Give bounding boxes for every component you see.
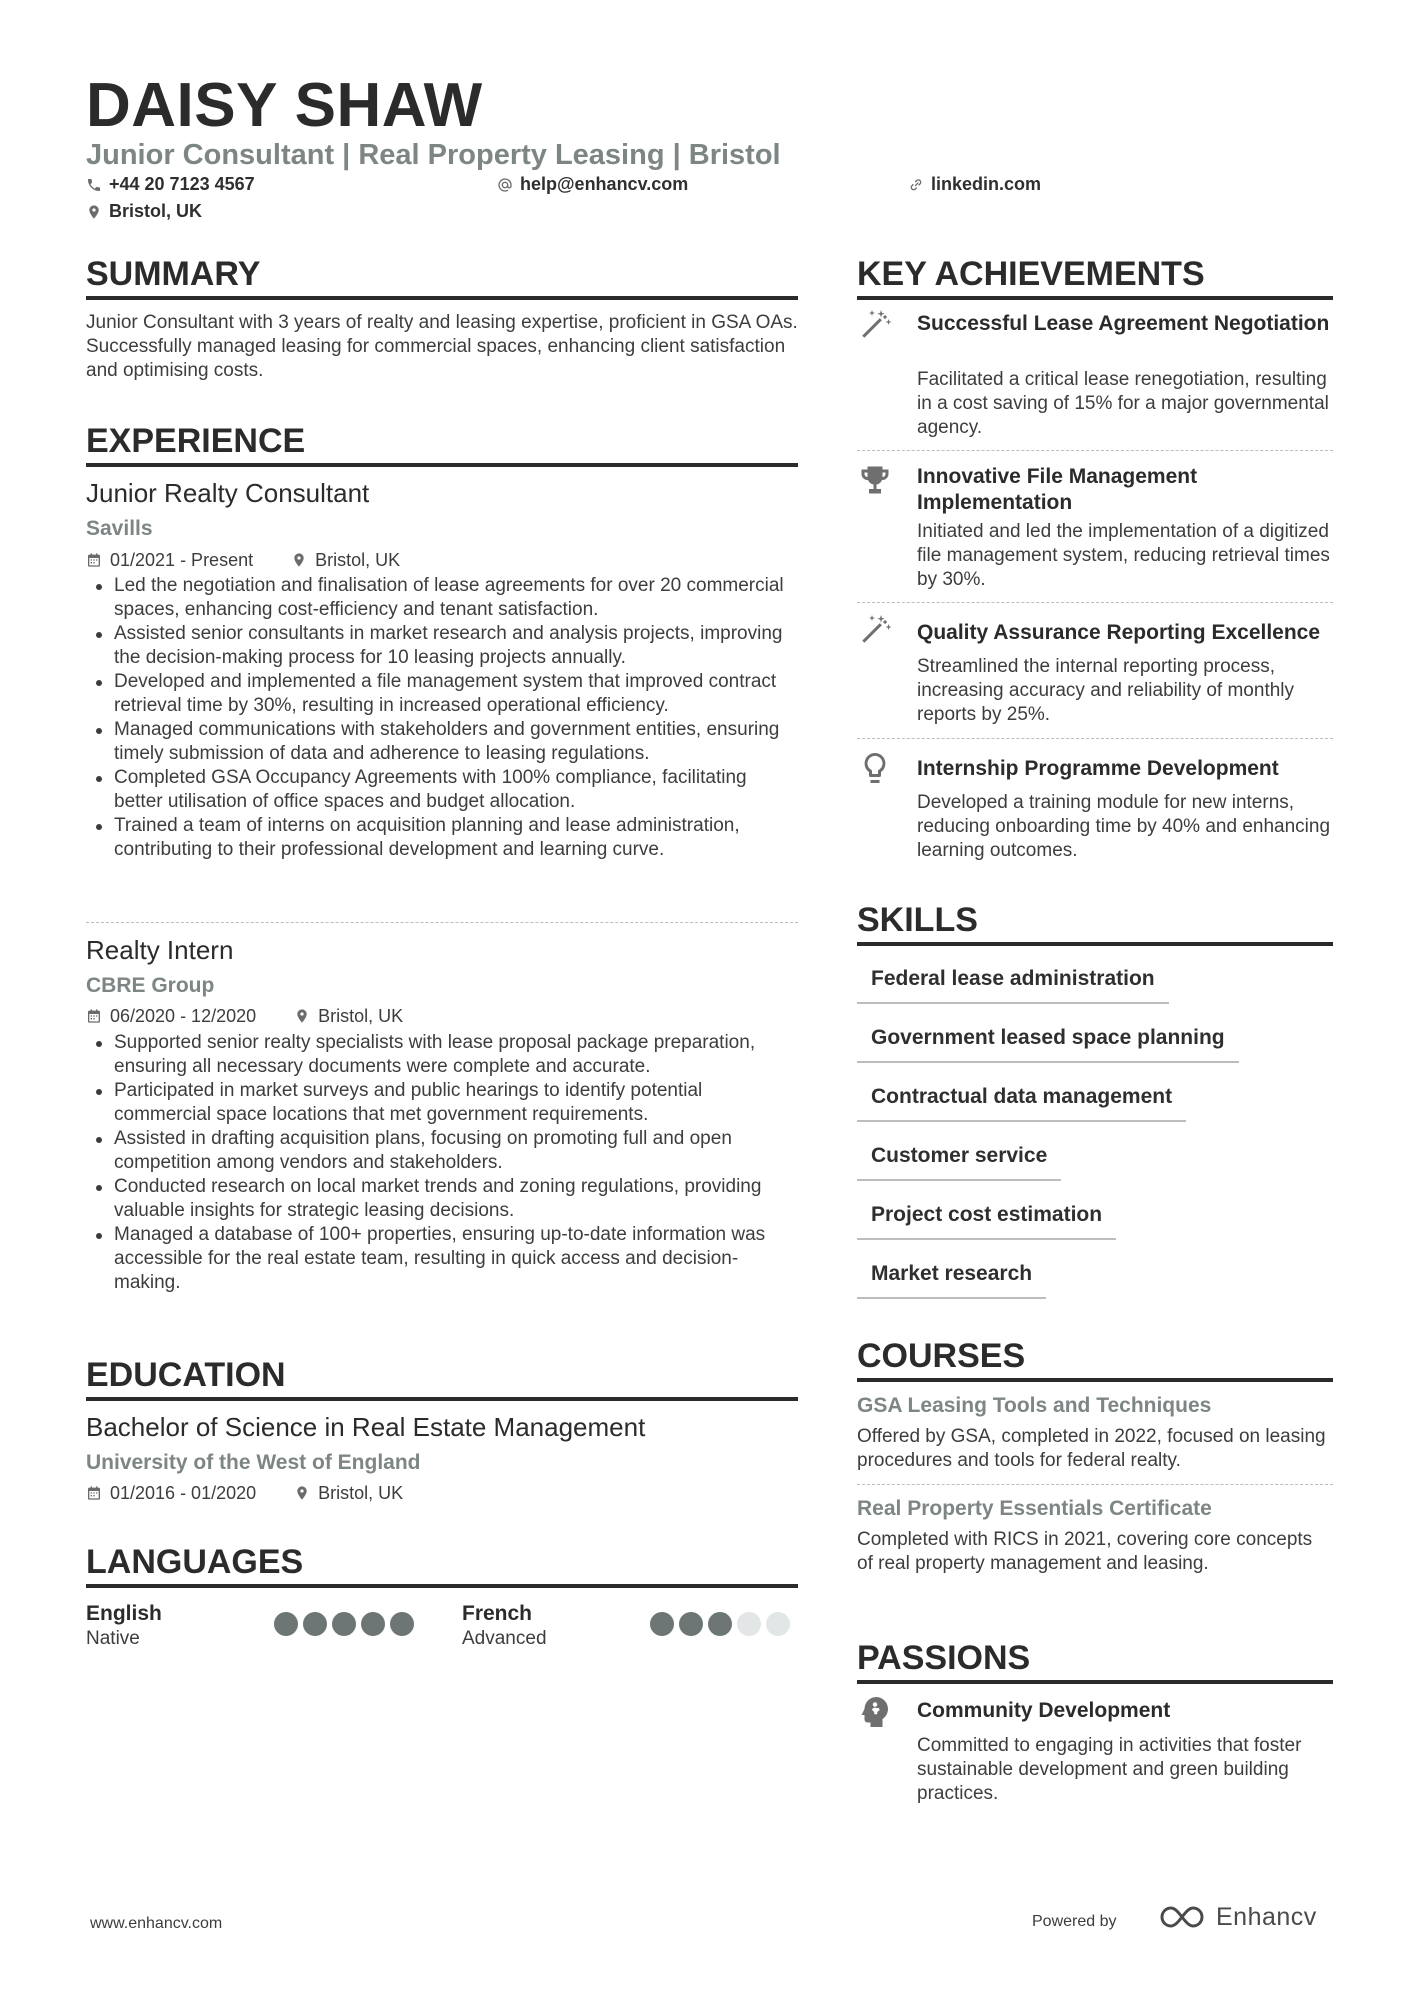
language-name: English — [86, 1602, 162, 1625]
job-title: Junior Realty Consultant — [86, 478, 370, 508]
language-level: Native — [86, 1628, 140, 1649]
bullet-item: Participated in market surveys and public hearings to identify potential commercial space locations that met government requirements. — [86, 1079, 798, 1127]
lightbulb-icon — [857, 750, 897, 790]
calendar-icon — [86, 1008, 102, 1024]
skill-tag: Contractual data management — [857, 1078, 1186, 1122]
phone-icon — [86, 177, 102, 193]
bullet-item: Assisted in drafting acquisition plans, focusing on promoting full and open competition among vendors and stakeholders. — [86, 1127, 798, 1175]
skill-tag: Project cost estimation — [857, 1196, 1116, 1240]
job-meta — [86, 1004, 798, 1028]
bullet-item: Completed GSA Occupancy Agreements with 100% compliance, facilitating better utilisation of office spaces and budget allocation. — [86, 766, 798, 814]
rating-dot-filled — [303, 1612, 327, 1636]
skills-heading: SKILLS — [857, 900, 1333, 946]
skill-tag: Federal lease administration — [857, 960, 1169, 1004]
trophy-icon — [857, 462, 897, 502]
experience-heading: EXPERIENCE — [86, 421, 798, 467]
education-heading: EDUCATION — [86, 1355, 798, 1401]
rating-dot-filled — [650, 1612, 674, 1636]
bullet-item: Trained a team of interns on acquisition planning and lease administration, contributing to their professional development and learning curve. — [86, 814, 798, 862]
brand-name: Enhancv — [1216, 1902, 1317, 1931]
skill-tag: Market research — [857, 1255, 1046, 1299]
education-location: Bristol, UK — [318, 1483, 404, 1503]
location-pin-icon — [294, 1008, 310, 1024]
school-name: University of the West of England — [86, 1451, 421, 1474]
achievement-title: Internship Programme Development — [917, 757, 1279, 780]
linkedin-text: linkedin.com — [931, 174, 1042, 194]
passion-description: Committed to engaging in activities that foster sustainable development and green building practices. — [917, 1735, 1302, 1804]
bullet-item: Managed communications with stakeholders and government entities, ensuring timely submission of data and adherence to leasing regulations. — [86, 718, 798, 766]
summary-text: Junior Consultant with 3 years of realty and leasing expertise, proficient in GSA OAs. Successfully managed leasing for commercial spaces, enhancing client satisfaction and optimising costs. — [86, 312, 798, 381]
course-title: GSA Leasing Tools and Techniques — [857, 1394, 1212, 1417]
job-location: Bristol, UK — [318, 1006, 404, 1026]
rating-dot-empty — [737, 1612, 761, 1636]
head-icon — [857, 1694, 897, 1734]
course-title: Real Property Essentials Certificate — [857, 1497, 1212, 1520]
rating-dot-filled — [274, 1612, 298, 1636]
course-description: Completed with RICS in 2021, covering core concepts of real property management and leasing. — [857, 1529, 1313, 1574]
skill-tag: Government leased space planning — [857, 1019, 1239, 1063]
language-rating — [274, 1612, 414, 1636]
calendar-icon — [86, 1485, 102, 1501]
rating-dot-filled — [679, 1612, 703, 1636]
bullet-item: Managed a database of 100+ properties, ensuring up-to-date information was accessible for the real estate team, resulting in quick access and decision-making. — [86, 1223, 798, 1295]
education-meta — [86, 1481, 798, 1505]
rating-dot-filled — [361, 1612, 385, 1636]
courses-heading: COURSES — [857, 1336, 1333, 1382]
skill-tag: Customer service — [857, 1137, 1061, 1181]
enhancv-logo-icon — [1158, 1902, 1206, 1932]
key-achievements-heading: KEY ACHIEVEMENTS — [857, 254, 1333, 300]
magic-wand-icon — [857, 307, 897, 347]
powered-by-label: Powered by — [1032, 1913, 1117, 1930]
achievement-description: Developed a training module for new interns, reducing onboarding time by 40% and enhancing learning outcomes. — [917, 792, 1331, 861]
divider — [857, 450, 1333, 451]
languages-heading: LANGUAGES — [86, 1542, 798, 1588]
achievement-description: Streamlined the internal reporting process, increasing accuracy and reliability of monthly reports by 25%. — [917, 656, 1295, 725]
job-bullets — [86, 1031, 798, 1295]
achievement-title: Innovative File Management Implementation — [917, 465, 1198, 514]
bullet-item: Led the negotiation and finalisation of lease agreements for over 20 commercial spaces, enhancing cost-efficiency and tenant satisfaction. — [86, 574, 798, 622]
course-description: Offered by GSA, completed in 2022, focused on leasing procedures and tools for federal realty. — [857, 1426, 1326, 1471]
candidate-name: DAISY SHAW — [86, 71, 483, 140]
passion-title: Community Development — [917, 1699, 1171, 1722]
rating-dot-filled — [390, 1612, 414, 1636]
rating-dot-filled — [332, 1612, 356, 1636]
job-location: Bristol, UK — [315, 550, 401, 570]
link-icon — [908, 177, 924, 193]
divider — [857, 602, 1333, 603]
achievement-description: Initiated and led the implementation of a digitized file management system, reducing retrieval times by 30%. — [917, 521, 1330, 590]
divider — [86, 922, 798, 923]
magic-wand-icon — [857, 612, 897, 652]
brand-logo[interactable] — [1158, 1902, 1317, 1932]
company-name: Savills — [86, 517, 153, 540]
location-pin-icon — [86, 204, 102, 220]
job-meta — [86, 548, 798, 572]
headline: Junior Consultant | Real Property Leasing | Bristol — [86, 139, 781, 171]
language-level: Advanced — [462, 1628, 547, 1649]
bullet-item: Supported senior realty specialists with lease proposal package preparation, ensuring all necessary documents were complete and accurate. — [86, 1031, 798, 1079]
job-bullets — [86, 574, 798, 862]
education-dates: 01/2016 - 01/2020 — [110, 1483, 257, 1503]
calendar-icon — [86, 552, 102, 568]
bullet-item: Conducted research on local market trends and zoning regulations, providing valuable insights for strategic leasing decisions. — [86, 1175, 798, 1223]
divider — [857, 1484, 1333, 1485]
achievement-title: Quality Assurance Reporting Excellence — [917, 621, 1321, 644]
contact-email[interactable] — [497, 174, 688, 195]
divider — [857, 738, 1333, 739]
contact-phone — [86, 174, 255, 195]
rating-dot-filled — [708, 1612, 732, 1636]
job-dates: 01/2021 - Present — [110, 550, 254, 570]
language-name: French — [462, 1602, 533, 1625]
summary-heading: SUMMARY — [86, 254, 798, 300]
degree: Bachelor of Science in Real Estate Management — [86, 1412, 646, 1442]
language-rating — [650, 1612, 790, 1636]
job-title: Realty Intern — [86, 935, 234, 965]
location-text: Bristol, UK — [109, 201, 203, 221]
contact-linkedin[interactable] — [908, 174, 1041, 195]
job-dates: 06/2020 - 12/2020 — [110, 1006, 257, 1026]
company-name: CBRE Group — [86, 974, 215, 997]
achievement-title: Successful Lease Agreement Negotiation — [917, 312, 1330, 335]
bullet-item: Assisted senior consultants in market research and analysis projects, improving the decision-making process for 10 leasing projects annually. — [86, 622, 798, 670]
bullet-item: Developed and implemented a file management system that improved contract retrieval time by 30%, resulting in increased operational efficiency. — [86, 670, 798, 718]
location-pin-icon — [291, 552, 307, 568]
rating-dot-empty — [766, 1612, 790, 1636]
footer-website[interactable]: www.enhancv.com — [90, 1915, 223, 1932]
email-text: help@enhancv.com — [520, 174, 689, 194]
contact-location — [86, 201, 202, 222]
passions-heading: PASSIONS — [857, 1638, 1333, 1684]
phone-text: +44 20 7123 4567 — [109, 174, 255, 194]
achievement-description: Facilitated a critical lease renegotiation, resulting in a cost saving of 15% for a major governmental agency. — [917, 369, 1329, 438]
location-pin-icon — [294, 1485, 310, 1501]
at-icon — [497, 177, 513, 193]
